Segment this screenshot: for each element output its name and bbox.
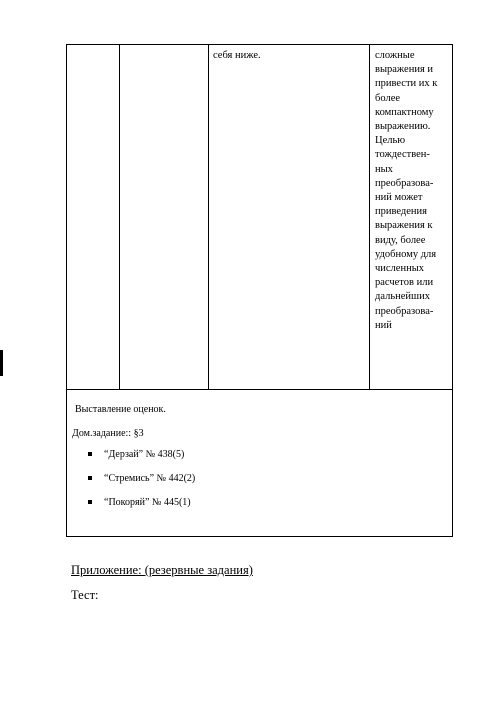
task-label: “Стремись” № 442(2) [104,473,196,484]
appendix-heading: Приложение: (резервные задания) [71,563,253,577]
cell-teacher-activity: себя ниже. [213,50,261,61]
rating-text: Выставление оценок. [75,404,166,415]
task-label: “Дерзай” № 438(5) [104,449,185,460]
column-divider-3 [369,45,370,389]
goal-line: тождествен- [375,149,430,161]
homework-text: Дом.задание:: §3 [72,428,144,439]
task-label: “Покоряй” № 445(1) [104,497,191,508]
square-bullet-icon [88,476,92,480]
table-row-bottom [67,390,452,537]
goal-line: привести их к [375,78,438,90]
goal-line: виду, более [375,234,426,246]
goal-line: ных [375,163,393,175]
goal-line: выражения и [375,64,434,76]
cell-goal-text [375,49,453,333]
goal-line: приведения [375,206,427,218]
goal-line: расчетов или [375,277,434,289]
goal-line: компактному [375,106,434,118]
goal-line: преобразова- [375,305,434,317]
goal-line: сложные [375,50,415,61]
column-divider-1 [119,45,120,389]
square-bullet-icon [88,500,92,504]
list-item [88,497,195,509]
list-item [88,449,195,461]
goal-line: ний [375,319,392,331]
table-row-top [67,45,452,390]
lesson-plan-table [66,44,453,537]
list-item [88,473,195,485]
goal-line: Целью [375,135,406,147]
test-label: Тест: [71,588,99,602]
homework-task-list [88,449,195,521]
square-bullet-icon [88,452,92,456]
goal-line: ний может [375,192,423,204]
goal-line: выражению. [375,121,431,133]
goal-line: удобному для [375,248,437,260]
goal-line: более [375,92,401,104]
goal-line: преобразова- [375,177,434,189]
goal-line: дальнейших [375,291,430,303]
column-divider-2 [208,45,209,389]
goal-line: численных [375,263,425,275]
page-edge-mark [0,350,3,376]
goal-line: выражения к [375,220,433,232]
